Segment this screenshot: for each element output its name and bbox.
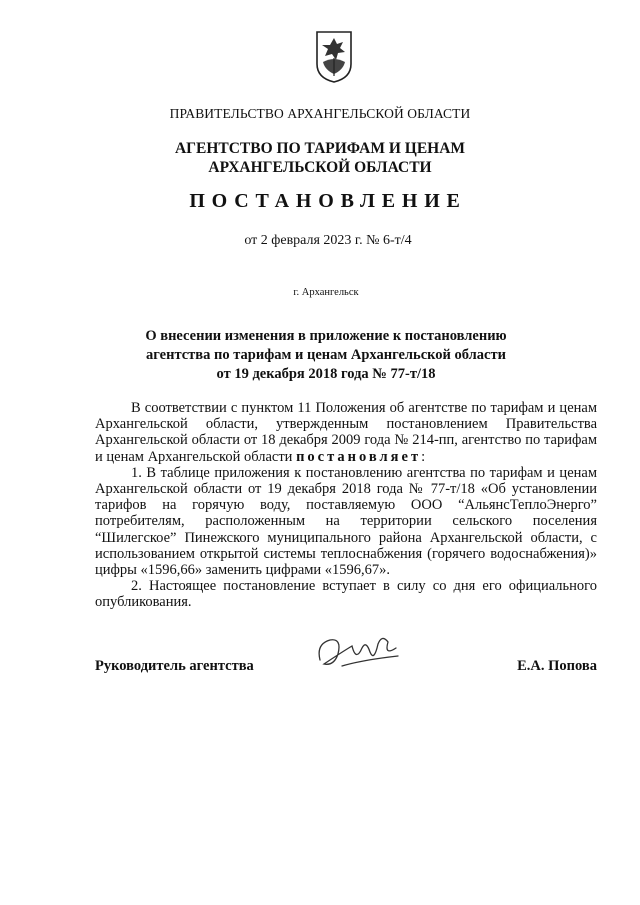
- city-label: г. Архангельск: [293, 287, 359, 298]
- agency-heading-line2: АРХАНГЕЛЬСКОЙ ОБЛАСТИ: [208, 159, 432, 176]
- document-type-title: ПОСТАНОВЛЕНИЕ: [189, 190, 467, 212]
- agency-heading-line1: АГЕНТСТВО ПО ТАРИФАМ И ЦЕНАМ: [174, 140, 466, 157]
- subject-heading: [0, 327, 640, 384]
- signer-position: Руководитель агентства: [95, 658, 254, 674]
- subject-line2: агентства по тарифам и ценам Архангельской области: [146, 347, 506, 363]
- signer-name: Е.А. Попова: [517, 658, 597, 674]
- government-heading: ПРАВИТЕЛЬСТВО АРХАНГЕЛЬСКОЙ ОБЛАСТИ: [169, 106, 471, 121]
- resolves-colon: :: [421, 448, 426, 465]
- arkhangelsk-coat-of-arms-icon: [313, 28, 355, 84]
- preamble-text: В соответствии с пунктом 11 Положения об агентстве по тарифам и ценам Архангельской области, утвержденным постановлением Правительства Архангельской области от 18 декабря 2009 года № 214-пп, агентство по тарифам и ценам Архангельской области: [95, 400, 597, 465]
- item-2-paragraph: 2. Настоящее постановление вступает в силу со дня его официального опубликования.: [95, 578, 597, 611]
- resolves-word: постановляет: [296, 448, 422, 465]
- decree-date-number: от 2 февраля 2023 г. № 6-т/4: [244, 233, 412, 248]
- item-1-paragraph: 1. В таблице приложения к постановлению агентства по тарифам и ценам Архангельской области от 19 декабря 2018 года № 77-т/18 «Об установлении тарифов на горячую воду, поставляемую ООО “АльянсТеплоЭнерго” потребителям, расположенным на территории сельского поселения “Шилегское” Пинежского муниципального района Архангельской области, с использованием открытой системы теплоснабжения (горячего водоснабжения)» цифры «1596,66» заменить цифрами «1596,67».: [95, 464, 597, 579]
- signature-block: [95, 658, 597, 682]
- preamble-paragraph: [95, 400, 597, 465]
- document-body: [95, 400, 597, 611]
- subject-line1: О внесении изменения в приложение к постановлению: [145, 328, 507, 344]
- agency-heading: [0, 139, 640, 177]
- subject-line3: от 19 декабря 2018 года № 77-т/18: [216, 366, 436, 382]
